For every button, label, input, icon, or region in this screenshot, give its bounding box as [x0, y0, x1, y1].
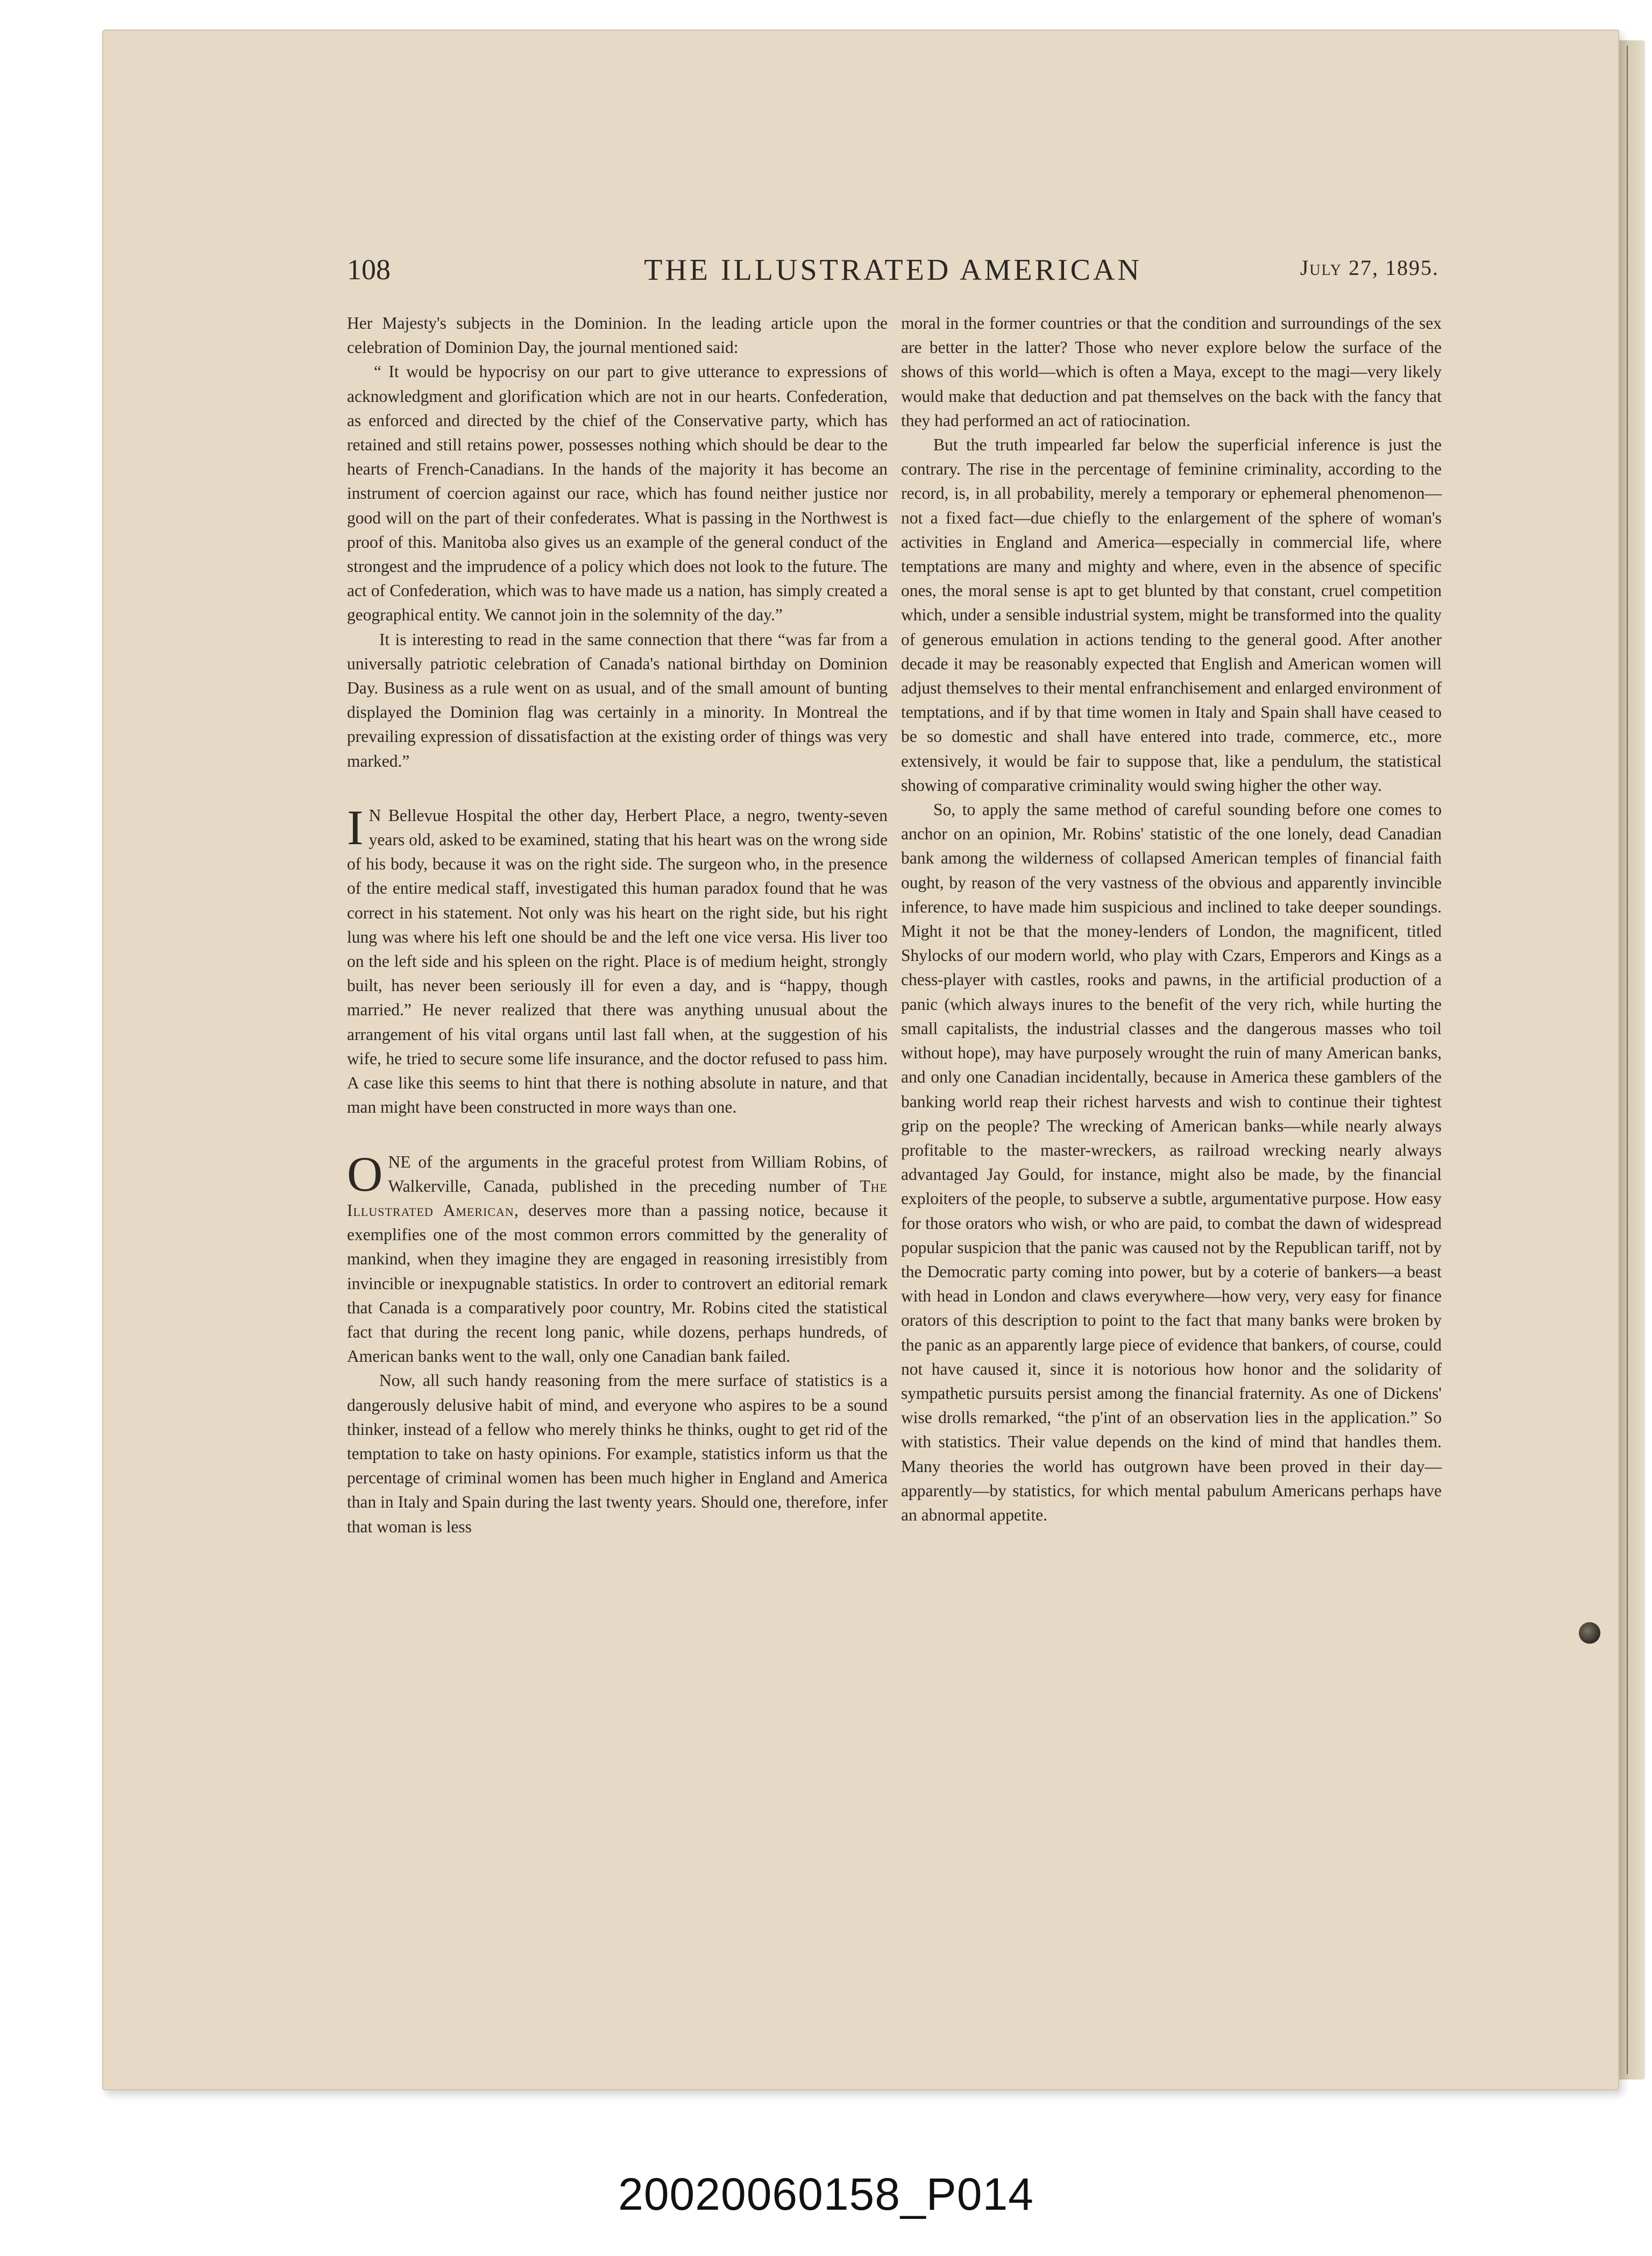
left-column: [347, 311, 888, 1539]
quoted-paragraph: “ It would be hypocrisy on our part to give utterance to expressions of acknowledgment and glorification which are not in our hearts. Confederation, as enforced and directed by the chief of the Conservative party, which has retained and still retains power, possesses nothing which should be dear to the hearts of French-Canadians. In the hands of the majority it has become an instrument of coercion against our race, which has found neither justice nor good will on the part of their confederates. What is passing in the Northwest is proof of this. Manitoba also gives us an example of the general conduct of the strongest and the imprudence of a policy which does not look to the future. The act of Confederation, which was to have made us a nation, has simply created a geographical entity. We cannot join in the solemnity of the day.”: [347, 362, 888, 625]
publication-title: THE ILLUSTRATED AMERICAN: [644, 253, 1142, 287]
issue-date: July 27, 1895.: [1300, 256, 1439, 280]
paragraph: But the truth impearled far below the superficial inference is just the contrary. The rise in the percentage of feminine criminality, according to the record, is, in all probability, merely a temporary or ephemeral phenomenon—not a fixed fact—due chiefly to the enlargement of the sphere of woman's activities in England and America—especially in commercial life, where temptations are many and mighty and where, even in the absence of specific ones, the moral sense is apt to get blunted by that constant, cruel competition which, under a sensible industrial system, might be transformed into the quality of generous emulation in actions tending to the general good. After another decade it may be reasonably expected that English and American women will adjust themselves to their mental enfranchisement and enlarged environment of temptations, and if by that time women in Italy and Spain shall have ceased to be so domestic and shall have entered into trade, commerce, etc., more extensively, it would be fair to suppose that, like a pendulum, the statistical showing of comparative criminality would swing higher the other way.: [901, 435, 1442, 795]
paragraph: So, to apply the same method of careful sounding before one comes to anchor on an opinion, Mr. Robins' statistic of the one lonely, dead Canadian bank among the wilderness of collapsed American temples of financial faith ought, by reason of the very vastness of the obvious and apparently invincible inference, to have made him suspicious and inclined to take deeper soundings. Might it not be that the money-lenders of London, the magnificent, titled Shylocks of our modern world, who play with Czars, Emperors and Kings as a chess-player with castles, rooks and pawns, in the artificial production of a panic (which always inures to the benefit of the very rich, while hurting the small capitalists, the industrial classes and the dangerous masses who toil without hope), may have purposely wrought the ruin of many American banks, and only one Canadian incidentally, because in America these gamblers of the banking world reap their richest harvests and wish to continue their tightest grip on the people? The wrecking of American banks—while nearly always profitable to the master-wreckers, as railroad wrecking nearly always advantaged Jay Gould, for instance, might also be made, by the financial exploiters of the people, to subserve a subtle, argumentative purpose. How easy for those orators who wish, or who are paid, to combat the dawn of widespread popular suspicion that the panic was caused not by the Republican tariff, not by the Democratic party coming into power, but by a coterie of bankers—a beast with head in London and claws everywhere—how very, very easy for finance orators of this description to point to the fact that many banks were broken by the panic as an apparently large piece of evidence that bankers, of course, could not have caused it, since it is notorious how honor and the solidarity of sympathetic pursuits persist among the financial fraternity. As one of Dickens' wise drolls remarked, “the p'int of an observation lies in the application.” So with statistics. Their value depends on the kind of mind that handles them. Many theories the world has outgrown have been proved in their day—apparently—by statistics, for which mental pabulum Americans perhaps have an abnormal appetite.: [901, 800, 1442, 1524]
paragraph: moral in the former countries or that the condition and surroundings of the sex are better in the latter? Those who never explore below the surface of the shows of this world—which is often a Maya, except to the magi—very likely would make that deduction and pat themselves on the back with the fancy that they had performed an act of ratiocination.: [901, 314, 1442, 430]
ink-spot: [1579, 1622, 1600, 1644]
running-header: [347, 253, 1439, 291]
paragraph: Now, all such handy reasoning from the mere surface of statistics is a dangerously delusive habit of mind, and everyone who aspires to be a sound thinker, instead of a fellow who merely thinks he thinks, ought to get rid of the temptation to take on hasty opinions. For example, statistics inform us that the percentage of criminal women has been much higher in England and America than in Italy and Spain during the last twenty years. Should one, therefore, infer that woman is less: [347, 1371, 888, 1536]
paragraph: Her Majesty's subjects in the Dominion. In the leading article upon the celebration of Dominion Day, the journal mentioned said:: [347, 314, 888, 357]
paragraph: It is interesting to read in the same connection that there “was far from a universally patriotic celebration of Canada's national birthday on Dominion Day. Business as a rule went on as usual, and of the small amount of bunting displayed the Dominion flag was certainly in a minority. In Montreal the prevailing expression of dissatisfaction at the existing order of things was very marked.”: [347, 630, 888, 770]
article-text: NE of the arguments in the graceful protest from William Robins, of Walkerville, Canada, published in the preceding number of: [388, 1152, 888, 1196]
right-column: [901, 311, 1442, 1527]
drop-cap: O: [347, 1146, 383, 1201]
article-text: , deserves more than a passing notice, because it exemplifies one of the most common errors committed by the generality of mankind, when they imagine they are engaged in reasoning irresistibly from invincible or inexpugnable statistics. In order to controvert an editorial remark that Canada is a comparatively poor country, Mr. Robins cited the statistical fact that during the recent long panic, while dozens, perhaps hundreds, of American banks went to the wall, only one Canadian bank failed.: [347, 1200, 888, 1366]
next-page-edge: [1619, 40, 1645, 2080]
article-text: N Bellevue Hospital the other day, Herbert Place, a negro, twenty-seven years old, asked to be examined, stating that his heart was on the wrong side of his body, because it was on the right side. The surgeon who, in the presence of the entire medical staff, investigated this human paradox found that he was correct in his statement. Not only was his heart on the right side, but his right lung was where his left one should be and the left one vice versa. His liver too on the left side and his spleen on the right. Place is of medium height, strongly built, has never been seriously ill for even a day, and is “happy, though married.” He never realized that there was anything unusual about the arrangement of his vital organs until last fall when, at the suggestion of his wife, he tried to secure some life insurance, and the doctor refused to pass him. A case like this seems to hint that there is nothing absolute in nature, and that man might have been constructed in more ways than one.: [347, 805, 888, 1117]
page-number: 108: [347, 253, 391, 286]
article-statistics: [347, 1146, 888, 1369]
drop-cap: I: [347, 800, 364, 855]
article-bellevue-hospital: [347, 800, 888, 1120]
page-fold-line: [1627, 46, 1628, 2074]
catalog-id: 20020060158_P014: [618, 2169, 1034, 2219]
magazine-name: The Illustrated American: [347, 1176, 888, 1220]
